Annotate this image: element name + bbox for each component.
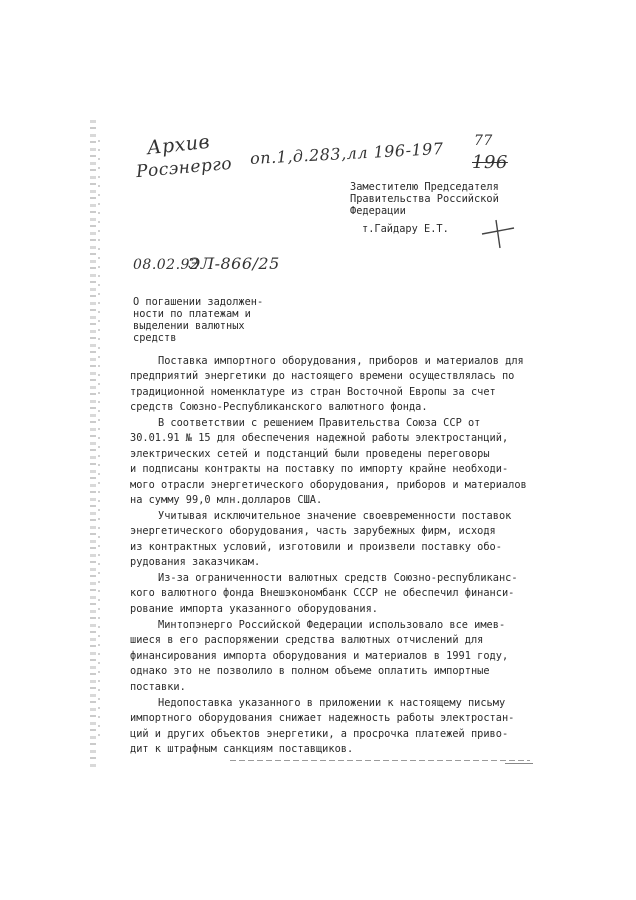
scan-artifact-left-edge <box>90 120 96 770</box>
body-line: Поставка импортного оборудования, приборов и материалов для <box>158 355 524 367</box>
body-line: шиеся в его распоряжении средства валютных отчислений для <box>130 634 484 647</box>
body-paragraph <box>130 696 515 758</box>
body-line: на сумму 99,0 млн.долларов США. <box>130 494 323 507</box>
body-paragraph <box>130 618 510 695</box>
handwritten-page-number: 196 <box>472 152 508 173</box>
handwritten-archive-org: Росэнерго <box>135 153 233 183</box>
body-line: и подписаны контракты на поставку по импорту крайне необходи- <box>130 463 509 476</box>
body-line: из контрактных условий, изготовили и произвели поставку обо- <box>130 540 502 553</box>
body-line: В соответствии с решением Правительства Союза ССР от <box>158 417 481 429</box>
body-line: рование импорта указанного оборудования. <box>130 602 378 615</box>
handwritten-archive-reference: оп.1,д.283,лл 196-197 <box>249 138 444 169</box>
handwritten-page-number-top: 77 <box>474 133 493 149</box>
body-line: ций и других объектов энергетики, а просрочка платежей приво- <box>130 727 509 740</box>
body-line: предприятий энергетики до настоящего времени осуществлялась по <box>130 370 515 383</box>
subject-line: ности по платежам и <box>133 308 251 320</box>
handwritten-archive-label: Архив <box>146 130 212 160</box>
body-paragraph <box>130 354 524 416</box>
body-line: Минтопэнерго Российской Федерации использовало все имев- <box>158 619 506 631</box>
subject-block <box>133 296 263 344</box>
addressee-name: т.Гайдару Е.Т. <box>362 223 449 235</box>
body-line: однако это не позволило в полном объеме оплатить импортные <box>130 665 490 678</box>
addressee-line: Заместителю Председателя <box>350 181 499 193</box>
body-paragraph <box>130 509 510 571</box>
addressee-line: Правительства Российской <box>350 193 499 205</box>
scan-artifact-left-edge-inner <box>98 140 100 740</box>
body-line: импортного оборудования снижает надежность работы электростан- <box>130 712 515 725</box>
body-line: энергетического оборудования, часть зарубежных фирм, исходя <box>130 525 496 538</box>
body-line: Учитывая исключительное значение своевременности поставок <box>158 510 512 522</box>
body-line: кого валютного фонда Внешэкономбанк СССР не обеспечил финанси- <box>130 587 515 600</box>
handwritten-cross-mark <box>478 214 518 250</box>
scan-artifact-bottom-line <box>230 760 530 761</box>
scan-artifact-bottom-mark <box>505 763 533 764</box>
body-line: поставки. <box>130 680 186 693</box>
body-line: 30.01.91 № 15 для обеспечения надежной работы электростанций, <box>130 432 509 445</box>
body-paragraph <box>130 416 527 508</box>
body-line: традиционной номенклатуре из стран Восточной Европы за счет <box>130 385 496 398</box>
handwritten-registration-date: 08.02.92 <box>133 257 200 273</box>
body-line: дит к штрафным санкциям поставщиков. <box>130 743 354 756</box>
body-line: мого отрасли энергетического оборудования, приборов и материалов <box>130 478 527 491</box>
subject-line: выделении валютных <box>133 320 245 332</box>
subject-line: О погашении задолжен- <box>133 296 264 308</box>
body-line: финансирования импорта оборудования и материалов в 1991 году, <box>130 649 509 662</box>
body-line: электрических сетей и подстанций были проведены переговоры <box>130 447 490 460</box>
subject-line: средств <box>133 332 177 344</box>
body-line: Недопоставка указанного в приложении к настоящему письму <box>158 697 506 709</box>
body-line: средств Союзно-Республиканского валютного фонда. <box>130 401 428 414</box>
handwritten-registration-number: ЭЛ-866/25 <box>188 254 280 273</box>
body-line: рудования заказчикам. <box>130 556 261 569</box>
addressee-line: Федерации <box>350 205 406 217</box>
addressee-block <box>350 181 499 217</box>
body-line: Из-за ограниченности валютных средств Союзно-республиканс- <box>158 572 518 584</box>
body-paragraph <box>130 571 518 617</box>
